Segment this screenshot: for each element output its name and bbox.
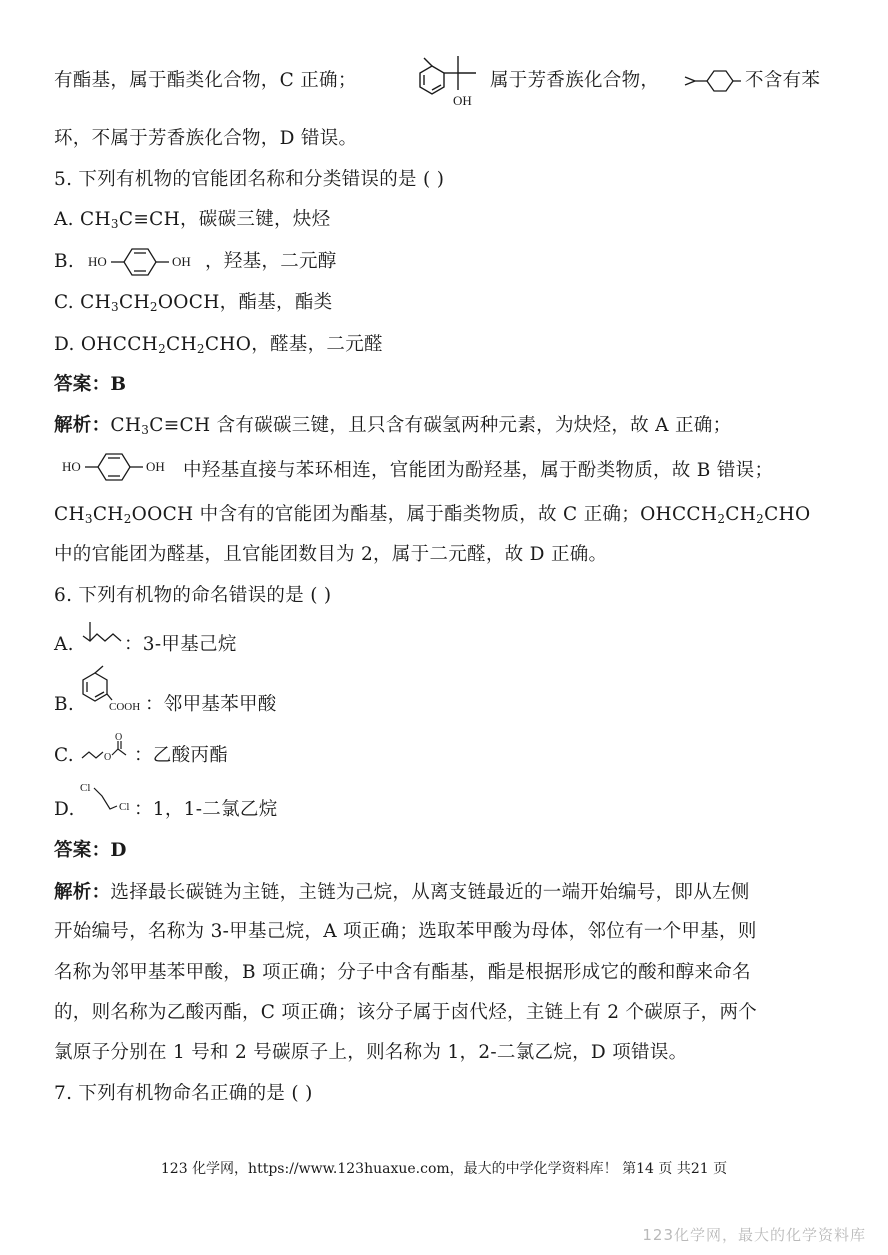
analysis-label: 解析： bbox=[54, 415, 111, 436]
text-line bbox=[54, 68, 357, 94]
text-segment: 不含有苯 bbox=[745, 70, 821, 91]
subscript: 2 bbox=[717, 512, 726, 526]
text-segment: CH bbox=[166, 334, 197, 355]
q6-analysis-line-1 bbox=[54, 880, 750, 906]
q6-option-b-label: B. bbox=[54, 694, 75, 715]
q6-option-a-text: ：3-甲基己烷 bbox=[124, 634, 237, 655]
text-line bbox=[490, 68, 659, 94]
q5-option-a bbox=[54, 207, 330, 233]
hydroquinone-structure bbox=[88, 243, 208, 279]
question-6-stem: 6. 下列有机物的命名错误的是 ( ) bbox=[54, 585, 332, 606]
q6-option-d-text: ：1，1-二氯乙烷 bbox=[134, 799, 278, 820]
q6-option-d-label: D. bbox=[54, 799, 75, 820]
chlorine-label: Cl bbox=[119, 801, 130, 813]
text-line bbox=[745, 68, 820, 94]
subscript: 3 bbox=[110, 217, 119, 231]
chlorine-label: Cl bbox=[80, 782, 91, 794]
watermark: 123化学网，最大的化学资料库 bbox=[642, 1226, 866, 1244]
q5-analysis-line-2: 中羟基直接与苯环相连，官能团为酚羟基，属于酚类物质，故 B 错误； bbox=[183, 460, 774, 481]
ho-label: HO bbox=[62, 459, 81, 474]
cyclohexane-structure bbox=[685, 66, 741, 96]
text-segment: 有酯基，属于酯类化合物，C 正确； bbox=[54, 70, 357, 91]
text-segment: CH bbox=[110, 415, 142, 436]
text-segment: C≡CH，碳碳三键，炔烃 bbox=[118, 209, 331, 230]
answer-value: D bbox=[110, 840, 127, 861]
text-segment: CH bbox=[118, 292, 150, 313]
hydroquinone-structure bbox=[62, 450, 182, 484]
text-segment: 属于芳香族化合物， bbox=[490, 70, 660, 91]
text-segment: CH bbox=[54, 504, 85, 525]
subscript: 3 bbox=[84, 512, 93, 526]
ester-skeleton bbox=[80, 730, 140, 766]
q5-analysis-line-4: 中的官能团为醛基，且官能团数目为 2，属于二元醛，故 D 正确。 bbox=[54, 544, 608, 565]
q5-answer bbox=[54, 372, 126, 398]
subscript: 2 bbox=[149, 300, 158, 314]
text-segment: OOCH，酯基，酯类 bbox=[157, 292, 333, 313]
q5-option-b-label: B. bbox=[54, 251, 75, 272]
q6-analysis-line-4: 的，则名称为乙酸丙酯，C 项正确；该分子属于卤代烃，主链上有 2 个碳原子，两个 bbox=[54, 1002, 758, 1023]
text-line: 环，不属于芳香族化合物，D 错误。 bbox=[54, 128, 358, 149]
answer-value: B bbox=[110, 374, 127, 395]
carbonyl-oxygen-label: O bbox=[115, 732, 123, 743]
text-segment: CH bbox=[92, 504, 124, 525]
hydroxyl-label: OH bbox=[453, 93, 472, 108]
q6-analysis-line-5: 氯原子分别在 1 号和 2 号碳原子上，则名称为 1，2-二氯乙烷，D 项错误。 bbox=[54, 1042, 688, 1063]
question-7-stem: 7. 下列有机物命名正确的是 ( ) bbox=[54, 1083, 313, 1104]
q5-option-d bbox=[54, 332, 383, 358]
q5-analysis-line-3 bbox=[54, 502, 810, 528]
oh-label: OH bbox=[172, 254, 191, 269]
answer-label: 答案： bbox=[54, 840, 111, 861]
subscript: 2 bbox=[756, 512, 765, 526]
cooh-label: COOH bbox=[109, 701, 141, 713]
text-segment: OOCH 中含有的官能团为酯基，属于酯类物质，故 C 正确；OHCCH bbox=[131, 504, 718, 525]
answer-label: 答案： bbox=[54, 374, 111, 395]
q5-option-b-text: ，羟基，二元醇 bbox=[205, 251, 337, 272]
question-5-stem: 5. 下列有机物的官能团名称和分类错误的是 ( ) bbox=[54, 169, 445, 190]
analysis-label: 解析： bbox=[54, 882, 111, 903]
aromatic-alcohol-structure bbox=[410, 52, 490, 112]
page-footer: 123 化学网，https://www.123huaxue.com，最大的中学化学资料库！ 第14 页 共21 页 bbox=[160, 1161, 728, 1177]
subscript: 3 bbox=[111, 300, 119, 314]
oh-label: OH bbox=[146, 459, 165, 474]
q6-option-c-text: ：乙酸丙酯 bbox=[134, 745, 229, 766]
ho-label: HO bbox=[88, 254, 107, 269]
q6-option-c-label: C. bbox=[54, 745, 74, 766]
subscript: 2 bbox=[196, 342, 205, 356]
dichloroethane-structure bbox=[80, 779, 140, 819]
q5-analysis-line-1 bbox=[54, 413, 731, 439]
text-segment: CH bbox=[725, 504, 757, 525]
text-segment: 选择最长碳链为主链，主链为己烷，从离支链最近的一端开始编号，即从左侧 bbox=[110, 882, 750, 903]
subscript: 3 bbox=[141, 423, 150, 437]
q6-answer bbox=[54, 838, 127, 864]
text-segment: CHO，醛基，二元醛 bbox=[204, 334, 383, 355]
text-segment: D. OHCCH bbox=[54, 334, 159, 355]
subscript: 2 bbox=[123, 512, 132, 526]
text-segment: A. CH bbox=[54, 209, 111, 230]
ester-oxygen-label: O bbox=[104, 752, 112, 763]
subscript: 2 bbox=[158, 342, 167, 356]
q6-option-b-text: ：邻甲基苯甲酸 bbox=[145, 694, 277, 715]
methylhexane-skeleton bbox=[80, 618, 126, 654]
text-segment: C. CH bbox=[54, 292, 112, 313]
q6-analysis-line-3: 名称为邻甲基苯甲酸，B 项正确；分子中含有酯基，酯是根据形成它的酸和醇来命名 bbox=[54, 962, 751, 983]
text-segment: C≡CH 含有碳碳三键，且只含有碳氢两种元素，为炔烃，故 A 正确； bbox=[149, 415, 732, 436]
q6-analysis-line-2: 开始编号，名称为 3-甲基己烷，A 项正确；选取苯甲酸为母体，邻位有一个甲基，则 bbox=[54, 921, 757, 942]
q6-option-a-label: A. bbox=[54, 634, 74, 655]
text-segment: CHO bbox=[764, 504, 811, 525]
q5-option-c bbox=[54, 290, 332, 316]
